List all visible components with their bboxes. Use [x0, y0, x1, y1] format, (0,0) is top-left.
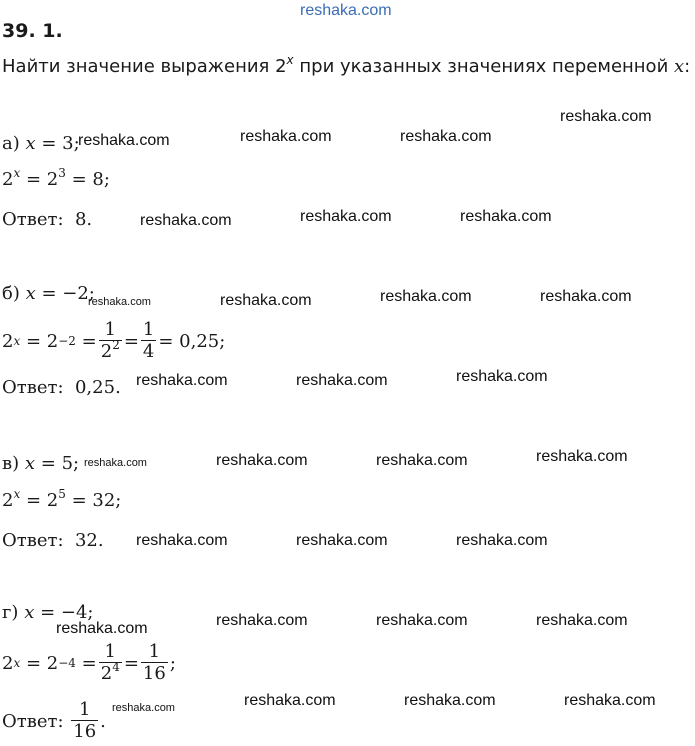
- part-a-condition: а) x = 3;: [2, 133, 80, 154]
- watermark: reshaka.com: [216, 612, 308, 629]
- watermark: reshaka.com: [78, 132, 170, 149]
- problem-statement: Найти значение выражения 2$^x$ при указанных значениях переменной x:: [2, 53, 691, 77]
- fraction-1-over-16: $\frac{1}{16}$: [142, 640, 166, 684]
- watermark: reshaka.com: [216, 452, 308, 469]
- watermark: reshaka.com: [296, 532, 388, 549]
- part-a-answer: Ответ: 8.: [2, 209, 93, 230]
- watermark: reshaka.com: [456, 532, 548, 549]
- watermark: reshaka.com: [88, 296, 151, 308]
- watermark: reshaka.com: [136, 372, 228, 389]
- watermark: reshaka.com: [564, 692, 656, 709]
- problem-number: 39. 1.: [2, 20, 63, 42]
- watermark: reshaka.com: [112, 702, 175, 714]
- fraction-1-over-2-fourth: $\frac{1}{2^4}$: [100, 640, 120, 684]
- answer-fraction-1-over-16: $\frac{1}{16}$: [73, 698, 97, 742]
- watermark: reshaka.com: [376, 612, 468, 629]
- watermark: reshaka.com: [380, 288, 472, 305]
- watermark: reshaka.com: [376, 452, 468, 469]
- watermark: reshaka.com: [456, 368, 548, 385]
- fraction-1-over-2-squared: $\frac{1}{2^2}$: [100, 318, 120, 362]
- part-v-solution: $2^x = 2^5 = 32$;: [2, 487, 122, 511]
- watermark: reshaka.com: [460, 208, 552, 225]
- part-b-answer: Ответ: 0,25.: [2, 377, 121, 398]
- part-v-condition: в) x = 5;: [2, 453, 80, 474]
- watermark: reshaka.com: [220, 292, 312, 309]
- part-g-condition: г) x = −4;: [2, 602, 94, 623]
- part-a-solution: $2^x = 2^3 = 8$;: [2, 166, 110, 190]
- part-b-solution: 2 x = 2 −2 = $\frac{1}{2^2}$ = $\frac{1}{4}$ = 0,25;: [2, 318, 226, 362]
- part-g-answer: Ответ: $\frac{1}{16}$ .: [2, 698, 106, 742]
- watermark: reshaka.com: [300, 208, 392, 225]
- fraction-1-over-4: $\frac{1}{4}$: [142, 318, 155, 362]
- part-b-condition: б) x = −2;: [2, 283, 95, 304]
- watermark: reshaka.com: [240, 128, 332, 145]
- part-g-solution: 2 x = 2 −4 = $\frac{1}{2^4}$ = $\frac{1}{16}$ ;: [2, 640, 176, 684]
- watermark: reshaka.com: [540, 288, 632, 305]
- watermark: reshaka.com: [536, 448, 628, 465]
- watermark: reshaka.com: [136, 532, 228, 549]
- watermark: reshaka.com: [56, 620, 148, 637]
- top-watermark: reshaka.com: [300, 2, 392, 19]
- watermark: reshaka.com: [404, 692, 496, 709]
- watermark: reshaka.com: [536, 612, 628, 629]
- watermark: reshaka.com: [244, 692, 336, 709]
- part-v-answer: Ответ: 32.: [2, 530, 104, 551]
- watermark: reshaka.com: [400, 128, 492, 145]
- watermark: reshaka.com: [140, 212, 232, 229]
- watermark: reshaka.com: [296, 372, 388, 389]
- watermark: reshaka.com: [84, 457, 147, 469]
- watermark: reshaka.com: [560, 108, 652, 125]
